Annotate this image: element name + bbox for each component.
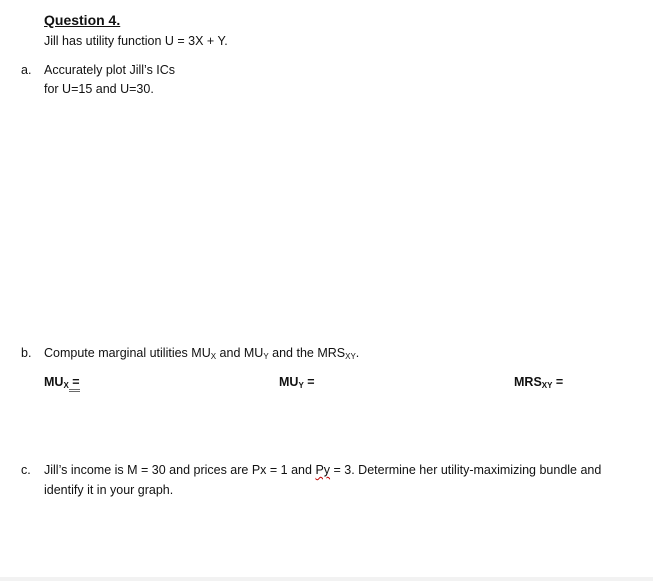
part-b-text-prefix: Compute marginal utilities MU xyxy=(44,346,211,360)
page-bottom-edge xyxy=(0,577,653,581)
part-c-line1-a: Jill’s income is M = 30 and prices are Px = 1 and xyxy=(44,463,316,477)
part-a-marker: a. xyxy=(21,63,32,77)
part-b-marker: b. xyxy=(21,346,32,360)
question-title: Question 4. xyxy=(44,12,121,28)
mux-label: MU xyxy=(44,375,64,389)
muy-sub: Y xyxy=(298,381,304,390)
muy-answer-label xyxy=(279,375,315,390)
mrs-answer-label xyxy=(514,375,563,390)
part-a-line2: for U=15 and U=30. xyxy=(44,82,154,96)
mrs-label: MRS xyxy=(514,375,542,389)
part-c-line1-b: = 3. Determine her utility-maximizing bundle and xyxy=(330,463,602,477)
part-b-text-mid: and the MRS xyxy=(268,346,346,360)
part-c-line2: identify it in your graph. xyxy=(44,483,174,497)
mux-eq: = xyxy=(69,375,80,392)
mux-answer-label xyxy=(44,375,80,390)
part-b-prompt xyxy=(44,346,359,361)
part-b-text-end: . xyxy=(355,346,360,360)
part-a-line1: Accurately plot Jill’s ICs xyxy=(44,63,176,77)
part-c-marker: c. xyxy=(21,463,31,477)
mrs-eq: = xyxy=(552,375,564,389)
question-intro: Jill has utility function U = 3X + Y. xyxy=(44,34,228,48)
muy-eq: = xyxy=(303,375,315,389)
muy-label: MU xyxy=(279,375,299,389)
part-b-sub-y: Y xyxy=(263,352,269,361)
mrs-sub: XY xyxy=(541,381,553,390)
mux-sub: X xyxy=(63,381,69,390)
part-c-line1 xyxy=(44,463,601,477)
part-c-py: Py xyxy=(315,463,331,477)
part-b-sub-xy: XY xyxy=(345,352,356,361)
part-b-text-and: and MU xyxy=(216,346,264,360)
part-b-sub-x: X xyxy=(210,352,217,361)
